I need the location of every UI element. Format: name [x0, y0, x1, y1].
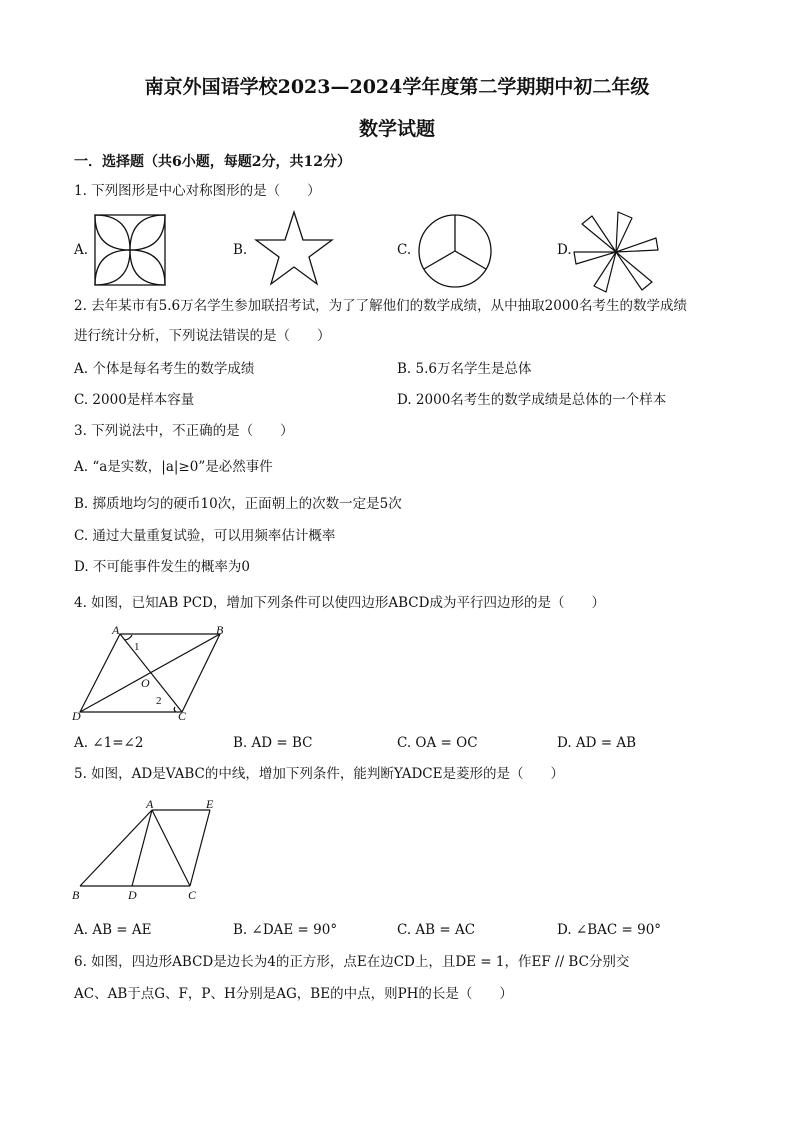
q2-stem-line1: 2. 去年某市有5.6万名学生参加联招考试，为了了解他们的数学成绩，从中抽取2000名考生的数学成绩 — [74, 298, 687, 314]
q5-label-a: A — [146, 797, 154, 811]
q4-stem: 4. 如图，已知AB PCD，增加下列条件可以使四边形ABCD成为平行四边形的是（ ） — [74, 595, 605, 611]
q1-option-d-label: D. — [557, 242, 572, 258]
q3-option-d: D. 不可能事件发生的概率为0 — [74, 559, 251, 575]
q4-label-angle1: 1 — [134, 641, 140, 653]
q5-option-c: C. AB = AC — [397, 922, 476, 938]
page-subtitle: 数学试题 — [358, 118, 435, 140]
q1-option-b-label: B. — [233, 242, 248, 258]
q3-stem: 3. 下列说法中，不正确的是（ ） — [74, 423, 294, 439]
q3-option-a: A. “a是实数，|a|≥0”是必然事件 — [74, 459, 273, 475]
section-heading: 一．选择题（共6小题，每题2分，共12分） — [74, 154, 351, 170]
q2-option-d: D. 2000名考生的数学成绩是总体的一个样本 — [397, 392, 667, 408]
q4-label-a: A — [112, 623, 120, 637]
q4-option-d: D. AD = AB — [557, 735, 637, 751]
q2-option-b: B. 5.6万名学生是总体 — [397, 361, 532, 377]
q1-option-c-label: C. — [397, 242, 412, 258]
q4-figure-parallelogram — [68, 622, 236, 722]
q5-stem: 5. 如图，AD是VABC的中线，增加下列条件，能判断YADCE是菱形的是（ ） — [74, 766, 564, 782]
q2-option-a: A. 个体是每名考生的数学成绩 — [74, 361, 255, 377]
q1-figure-a-square-petals — [94, 214, 166, 286]
q4-option-b: B. AD = BC — [233, 735, 313, 751]
q2-stem-line2: 进行统计分析，下列说法错误的是（ ） — [74, 328, 331, 344]
q4-label-b: B — [216, 623, 224, 637]
q5-label-e: E — [206, 797, 214, 811]
q4-label-o: O — [141, 676, 150, 690]
q5-option-d: D. ∠BAC = 90° — [557, 922, 662, 938]
q4-label-d: D — [72, 709, 81, 722]
q5-label-b: B — [72, 888, 80, 902]
q2-option-c: C. 2000是样本容量 — [74, 392, 195, 408]
q3-option-b: B. 掷质地均匀的硬币10次，正面朝上的次数一定是5次 — [74, 496, 402, 512]
q5-option-b: B. ∠DAE = 90° — [233, 922, 338, 938]
q1-option-a-label: A. — [74, 242, 89, 258]
q6-stem-line1: 6. 如图，四边形ABCD是边长为4的正方形，点E在边CD上，且DE = 1，作EF // BC分别交 — [74, 954, 630, 970]
q5-label-c: C — [188, 888, 197, 902]
q4-label-angle2: 2 — [156, 695, 162, 707]
q5-option-a: A. AB = AE — [74, 922, 152, 938]
q6-stem-line2: AC、AB于点G、F，P、H分别是AG，BE的中点，则PH的长是（ ） — [74, 986, 513, 1002]
q4-option-c: C. OA = OC — [397, 735, 478, 751]
q4-option-a: A. ∠1=∠2 — [74, 735, 144, 751]
q1-figure-d-pinwheel — [572, 210, 660, 294]
q4-label-c: C — [178, 709, 187, 722]
q1-figure-b-star — [254, 210, 334, 286]
q5-label-d: D — [128, 888, 137, 902]
page-title: 南京外国语学校2023—2024学年度第二学期期中初二年级 — [144, 76, 650, 98]
q3-option-c: C. 通过大量重复试验，可以用频率估计概率 — [74, 528, 336, 544]
q5-figure-triangle-rhombus — [68, 796, 228, 904]
q1-stem: 1. 下列图形是中心对称图形的是（ ） — [74, 183, 321, 199]
q1-figure-c-divided-circle — [417, 213, 493, 289]
